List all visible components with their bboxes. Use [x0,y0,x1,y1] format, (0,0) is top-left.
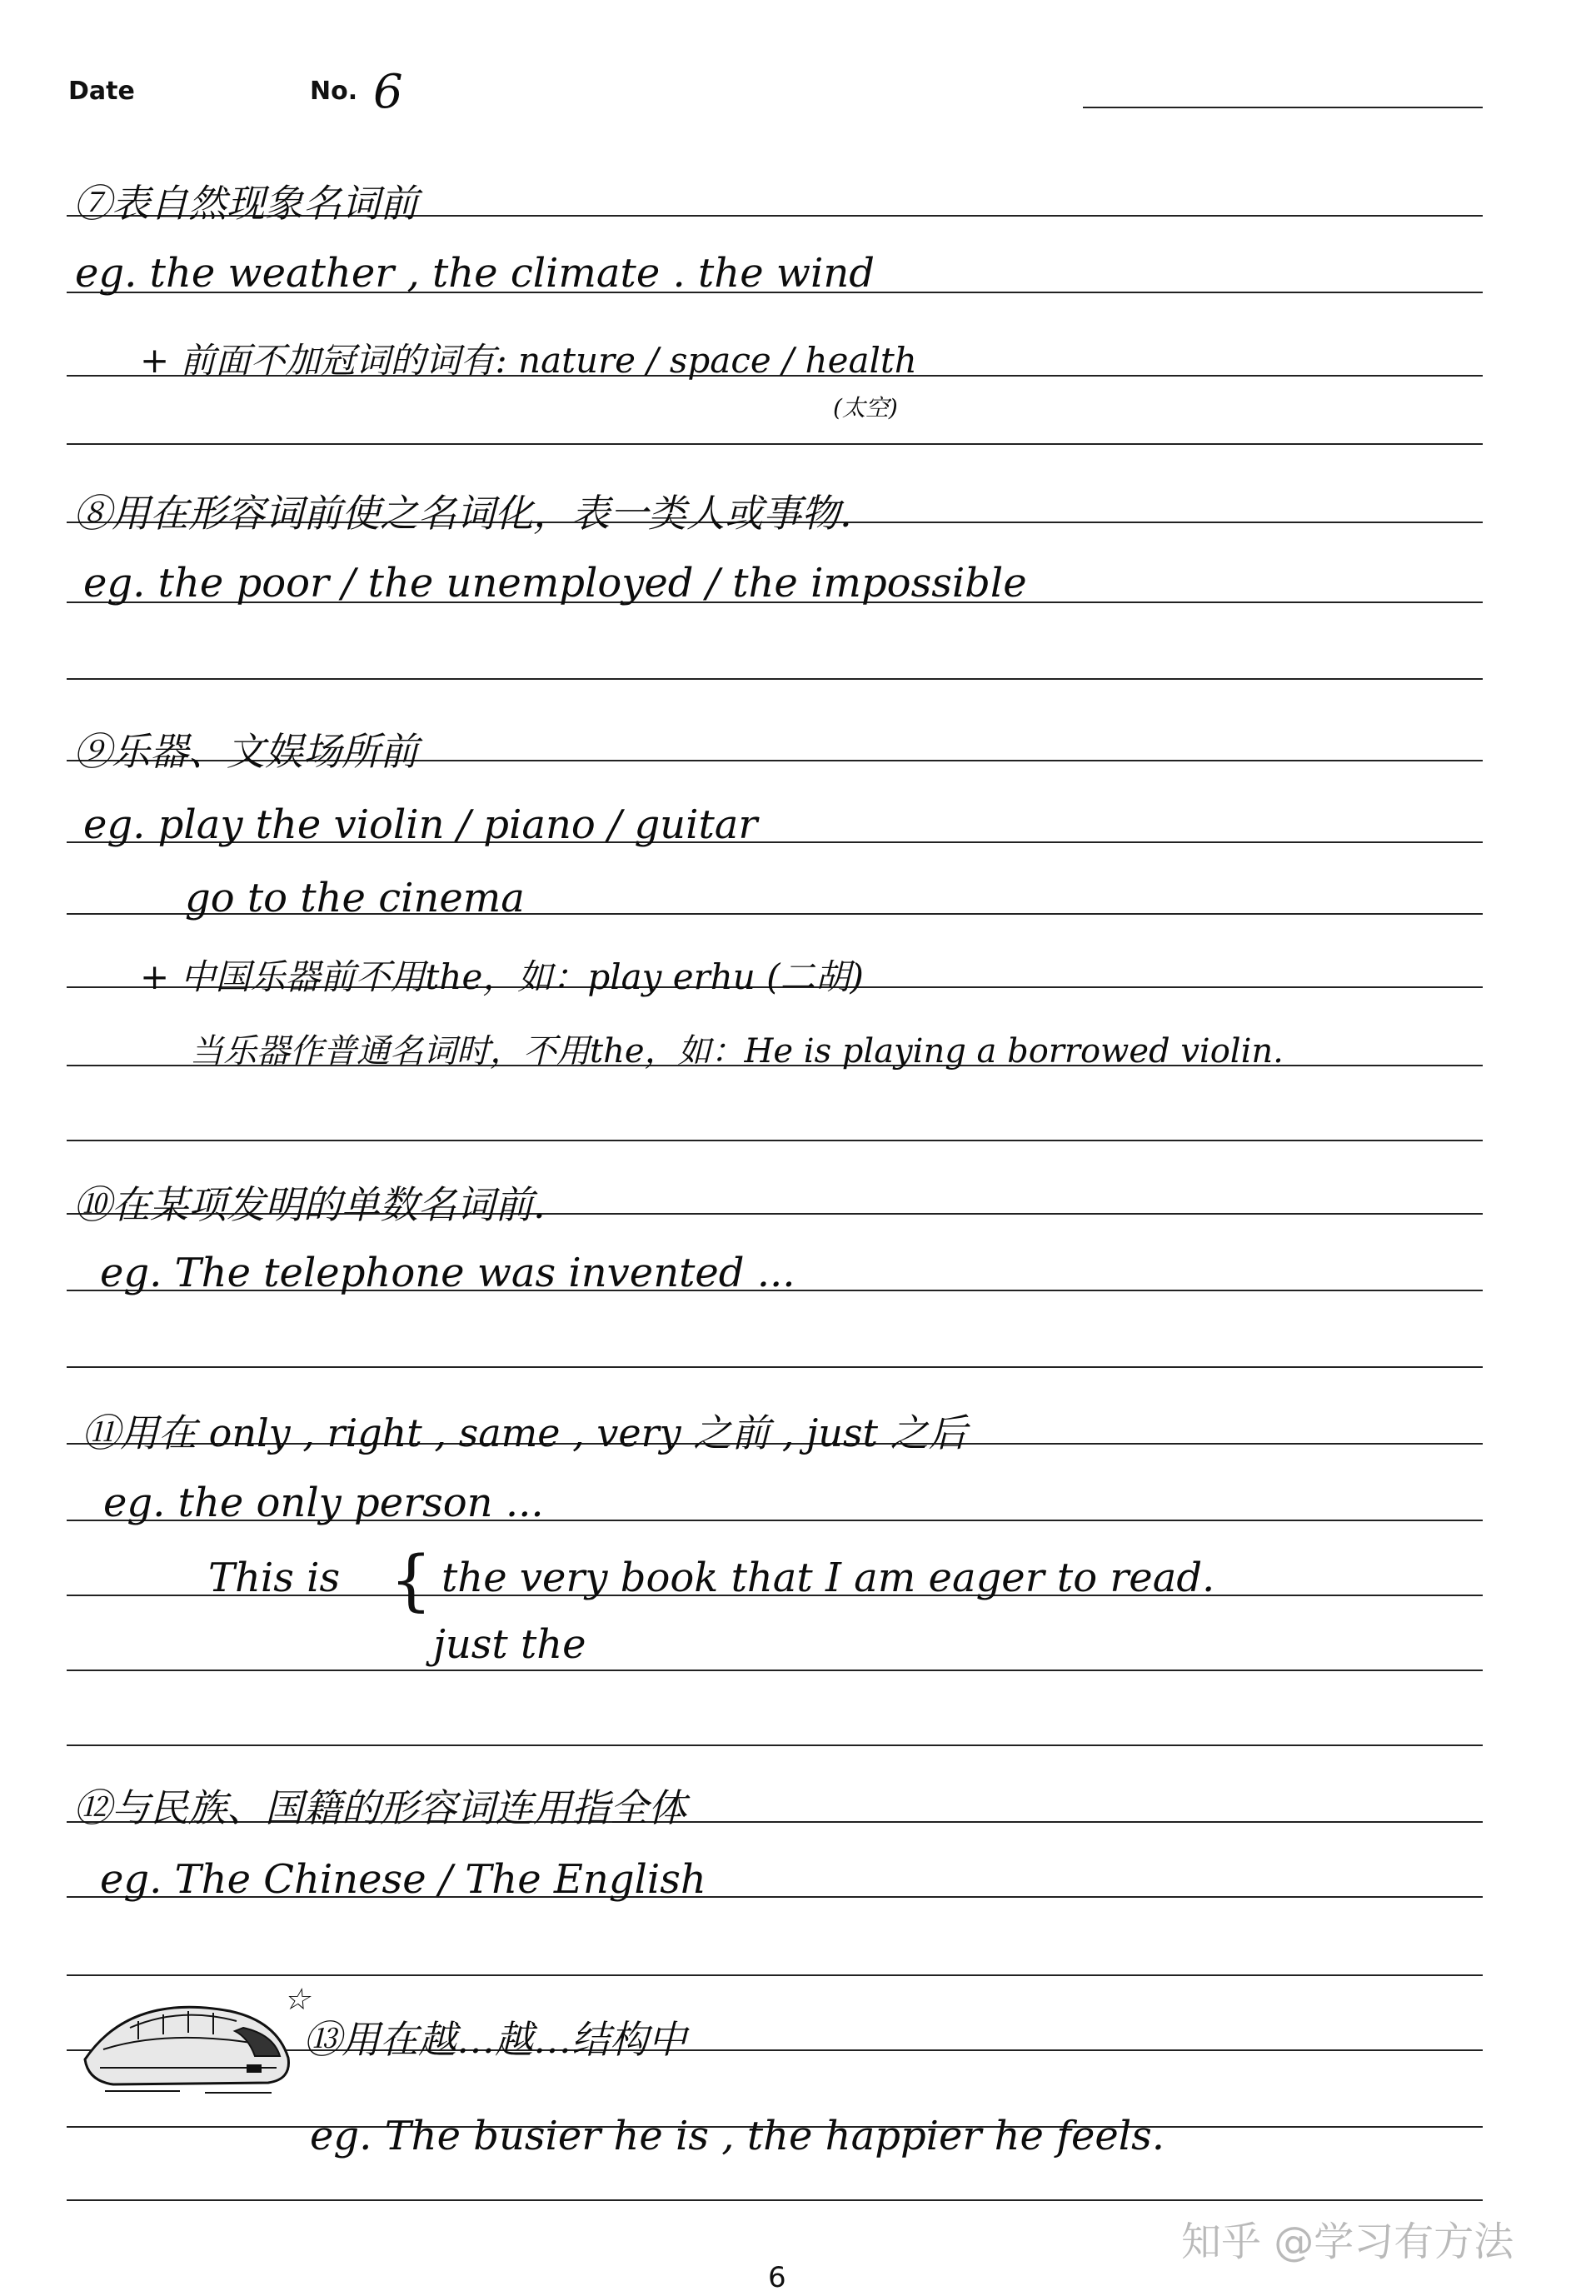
section-11-title: ⑪用在 only , right , same , very 之前 , just 之后 [82,1410,967,1455]
section-12-title: ⑫与民族、国籍的形容词连用指全体 [73,1785,686,1830]
section-11-line-c: just the [433,1621,586,1668]
section-9-title: ⑨乐器、文娱场所前 [73,729,418,774]
section-13-title: ⑬用在越…越…结构中 [303,2017,686,2062]
section-7-title: ⑦表自然现象名词前 [73,181,418,226]
section-7-note: + 前面不加冠词的词有: nature / space / health [140,340,917,381]
section-11-line-b: the very book that I am eager to read. [441,1555,1215,1601]
section-11-line-a: This is [208,1555,341,1601]
section-9-example-2: go to the cinema [185,875,525,921]
section-12-example: eg. The Chinese / The English [100,1856,706,1903]
star-mark: ☆ [283,1983,311,2017]
section-11-example: eg. the only person ... [103,1480,544,1526]
page-number: 6 [768,2261,786,2294]
watermark: 知乎 @学习有方法 [1181,2219,1514,2265]
train-doodle-icon [80,1966,297,2108]
no-label: No. [310,77,358,106]
section-7-note-small: (太空) [833,394,898,422]
page-no-value: 6 [373,65,403,119]
brace-mark: { [390,1541,432,1619]
section-10-example: eg. The telephone was invented ... [100,1250,796,1296]
section-9-example-1: eg. play the violin / piano / guitar [83,801,758,848]
section-9-note-2: 当乐器作普通名词时，不用the，如：He is playing a borrowed violin. [190,1032,1284,1071]
section-7-example: eg. the weather , the climate . the wind [75,250,875,297]
section-8-example: eg. the poor / the unemployed / the impossible [83,560,1027,606]
section-10-title: ⑩在某项发明的单数名词前. [73,1182,546,1227]
header-rule [1083,107,1483,108]
section-13-example: eg. The busier he is , the happier he feels. [310,2113,1165,2159]
section-9-note-1: + 中国乐器前不用the，如：play erhu (二胡) [140,956,864,997]
section-8-title: ⑧用在形容词前使之名词化，表一类人或事物. [73,491,852,536]
date-label: Date [68,77,135,106]
